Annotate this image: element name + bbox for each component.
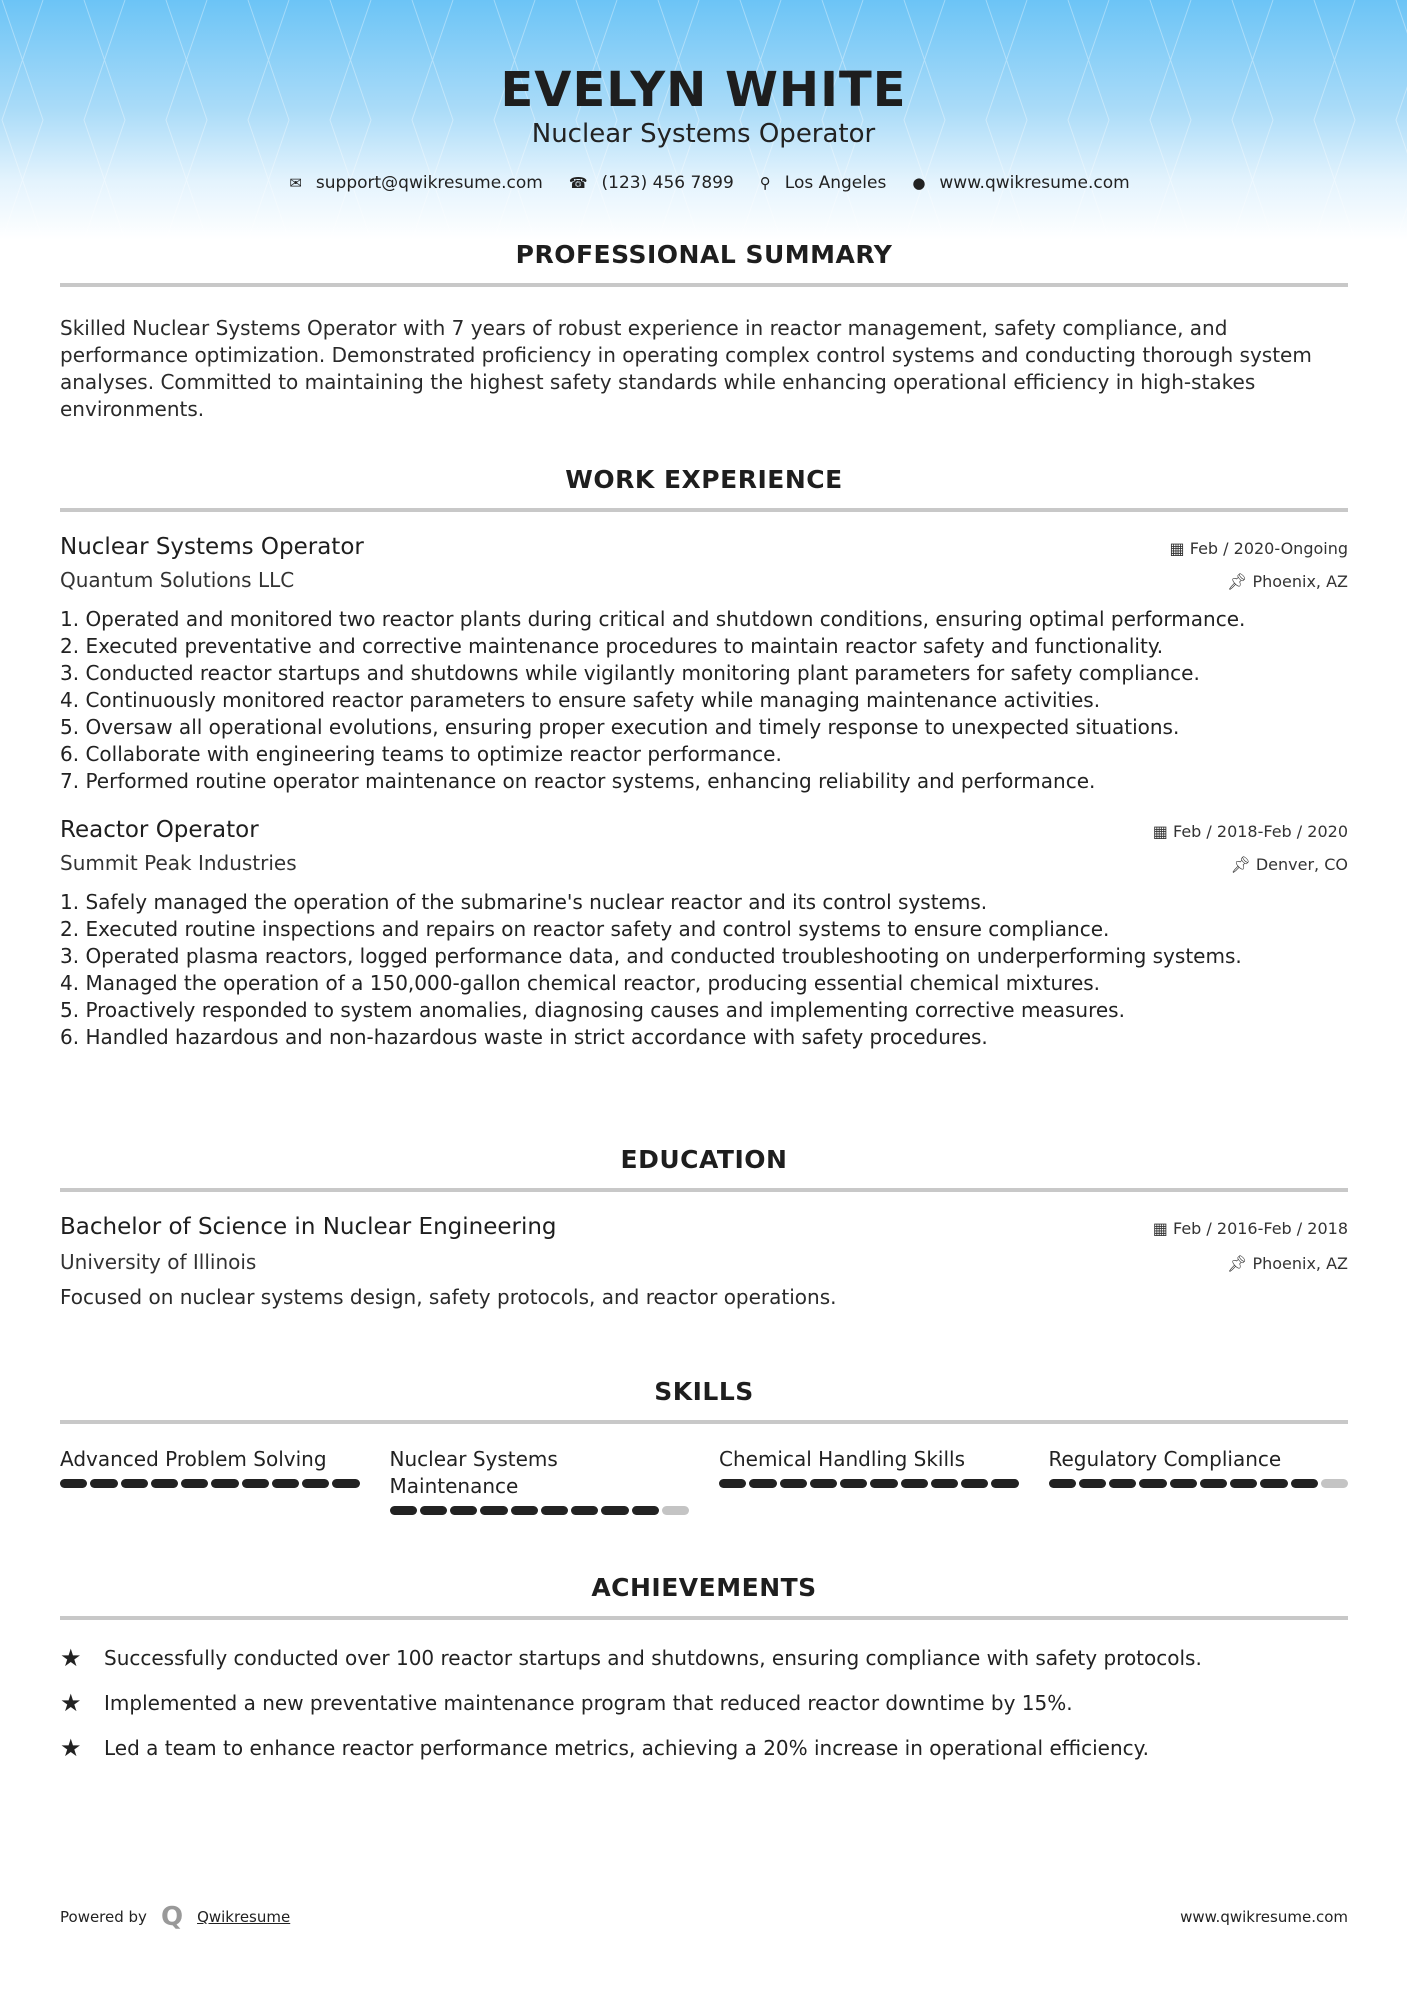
skill-segment: [719, 1479, 746, 1488]
achievements-section: [60, 1573, 1348, 1779]
skill-item: [60, 1446, 360, 1515]
achievement-text: Implemented a new preventative maintenance program that reduced reactor downtime by 15%.: [104, 1691, 1073, 1715]
bullet: 3. Conducted reactor startups and shutdowns while vigilantly monitoring plant parameters for safety compliance.: [60, 661, 1200, 685]
skill-segment: [121, 1479, 148, 1488]
star-icon: ★: [60, 1644, 82, 1672]
bullet: 5. Oversaw all operational evolutions, ensuring proper execution and timely response to unexpected situations.: [60, 715, 1180, 739]
skill-segment: [1109, 1479, 1136, 1488]
skill-segment: [571, 1506, 598, 1515]
calendar-icon: ▦: [1152, 822, 1173, 841]
job-entry: [60, 817, 1348, 1051]
bullet: 4. Continuously monitored reactor parameters to ensure safety while managing maintenance activities.: [60, 688, 1101, 712]
bullet: 5. Proactively responded to system anomalies, diagnosing causes and implementing corrective measures.: [60, 998, 1125, 1022]
bullet: 1. Operated and monitored two reactor plants during critical and shutdown conditions, ensuring optimal performance.: [60, 607, 1246, 631]
skill-segment: [632, 1506, 659, 1515]
divider: [60, 1420, 1348, 1424]
bullet: 6. Collaborate with engineering teams to optimize reactor performance.: [60, 742, 782, 766]
achievement-item: [60, 1644, 1348, 1672]
skill-segment: [1321, 1479, 1348, 1488]
header-banner: [0, 0, 1407, 240]
skill-segment: [242, 1479, 269, 1488]
email[interactable]: support@qwikresume.com: [315, 173, 543, 193]
section-heading: SKILLS: [654, 1377, 754, 1406]
star-icon: ★: [60, 1689, 82, 1717]
qwikresume-logo-icon: Q: [160, 1902, 184, 1932]
dates: Feb / 2018-Feb / 2020: [1173, 822, 1348, 841]
skill-segment: [1139, 1479, 1166, 1488]
skill-name: Advanced Problem Solving: [60, 1447, 327, 1471]
star-icon: ★: [60, 1734, 82, 1762]
skill-item: [390, 1446, 690, 1515]
location: Los Angeles: [784, 173, 887, 193]
skill-segment: [450, 1506, 477, 1515]
skill-segment: [181, 1479, 208, 1488]
section-heading: EDUCATION: [620, 1145, 788, 1174]
education-section: [60, 1145, 1348, 1311]
company: Quantum Solutions LLC: [60, 568, 295, 592]
company: Summit Peak Industries: [60, 851, 297, 875]
skill-segment: [780, 1479, 807, 1488]
skill-item: [719, 1446, 1019, 1515]
skill-segment: [810, 1479, 837, 1488]
skill-segment: [1291, 1479, 1318, 1488]
bullet: 6. Handled hazardous and non-hazardous waste in strict accordance with safety procedures.: [60, 1025, 988, 1049]
skill-level-bar: [1049, 1479, 1349, 1488]
skill-segment: [1200, 1479, 1227, 1488]
bullet: 2. Executed routine inspections and repairs on reactor safety and control systems to ensure compliance.: [60, 917, 1110, 941]
divider: [60, 508, 1348, 512]
skill-segment: [1230, 1479, 1257, 1488]
experience-section: [60, 465, 1348, 1051]
divider: [60, 283, 1348, 287]
skill-segment: [480, 1506, 507, 1515]
skill-name: Regulatory Compliance: [1048, 1447, 1282, 1471]
skill-segment: [1079, 1479, 1106, 1488]
skills-section: [60, 1377, 1348, 1515]
skill-segment: [870, 1479, 897, 1488]
achievement-text: Successfully conducted over 100 reactor startups and shutdowns, ensuring compliance with safety protocols.: [104, 1646, 1202, 1670]
pin-icon: 📌︎: [1227, 1254, 1253, 1273]
skill-segment: [1170, 1479, 1197, 1488]
achievement-item: [60, 1734, 1348, 1762]
skill-segment: [749, 1479, 776, 1488]
achievement-item: [60, 1689, 1348, 1717]
section-heading: ACHIEVEMENTS: [591, 1573, 817, 1602]
skill-segment: [931, 1479, 958, 1488]
skill-level-bar: [390, 1506, 690, 1515]
section-heading: WORK EXPERIENCE: [565, 465, 843, 494]
calendar-icon: ▦: [1152, 1219, 1173, 1238]
school: University of Illinois: [60, 1250, 257, 1274]
envelope-icon: ✉: [289, 174, 302, 192]
candidate-name: EVELYN WHITE: [500, 62, 907, 118]
divider: [60, 1616, 1348, 1620]
education-description: Focused on nuclear systems design, safety protocols, and reactor operations.: [60, 1285, 837, 1309]
location: Denver, CO: [1255, 855, 1348, 874]
skill-segment: [1049, 1479, 1076, 1488]
skill-segment: [90, 1479, 117, 1488]
bullet: 3. Operated plasma reactors, logged performance data, and conducted troubleshooting on underperforming systems.: [60, 944, 1242, 968]
bullet: 2. Executed preventative and corrective maintenance procedures to maintain reactor safety and functionality.: [60, 634, 1164, 658]
location: Phoenix, AZ: [1252, 1254, 1348, 1273]
skill-name: Chemical Handling Skills: [719, 1447, 966, 1471]
bullet: 4. Managed the operation of a 150,000-gallon chemical reactor, producing essential chemical mixtures.: [60, 971, 1101, 995]
dates: Feb / 2016-Feb / 2018: [1173, 1219, 1348, 1238]
skill-segment: [840, 1479, 867, 1488]
location: Phoenix, AZ: [1252, 572, 1348, 591]
bullet: 1. Safely managed the operation of the submarine's nuclear reactor and its control systems.: [60, 890, 988, 914]
section-heading: PROFESSIONAL SUMMARY: [515, 240, 893, 269]
skill-segment: [961, 1479, 988, 1488]
calendar-icon: ▦: [1169, 539, 1190, 558]
contact-bar: [0, 173, 1407, 193]
skill-segment: [541, 1506, 568, 1515]
skill-segment: [662, 1506, 689, 1515]
phone-icon: ☎: [568, 174, 588, 192]
skill-level-bar: [60, 1479, 360, 1488]
skill-segment: [60, 1479, 87, 1488]
pin-icon: 📌︎: [1230, 855, 1256, 874]
skill-segment: [272, 1479, 299, 1488]
candidate-title: Nuclear Systems Operator: [531, 119, 876, 149]
pin-icon: 📌︎: [1227, 572, 1253, 591]
divider: [60, 1188, 1348, 1192]
skill-segment: [1260, 1479, 1287, 1488]
skill-level-bar: [719, 1479, 1019, 1488]
powered-by: Powered by: [60, 1908, 147, 1926]
skill-segment: [511, 1506, 538, 1515]
skill-segment: [420, 1506, 447, 1515]
skill-segment: [390, 1506, 417, 1515]
website[interactable]: www.qwikresume.com: [939, 173, 1130, 193]
skill-segment: [332, 1479, 359, 1488]
degree: Bachelor of Science in Nuclear Engineering: [60, 1214, 557, 1240]
skill-segment: [151, 1479, 178, 1488]
bullet: 7. Performed routine operator maintenance on reactor systems, enhancing reliability and performance.: [60, 769, 1096, 793]
skill-name: Nuclear Systems Maintenance: [389, 1447, 558, 1498]
skill-segment: [302, 1479, 329, 1488]
summary-section: [60, 240, 1348, 423]
summary-text: Skilled Nuclear Systems Operator with 7 years of robust experience in reactor management, safety compliance, and performance optimization. Demonstrated proficiency in operating complex control systems and conducting thorough system analyses. Committed to maintaining the highest safety standards while enhancing operational efficiency in high-stakes environments.: [60, 316, 1312, 421]
dates: Feb / 2020-Ongoing: [1189, 539, 1348, 558]
phone: (123) 456 7899: [601, 173, 734, 193]
footer-website[interactable]: www.qwikresume.com: [1180, 1908, 1348, 1926]
skill-segment: [991, 1479, 1018, 1488]
skill-segment: [601, 1506, 628, 1515]
map-pin-icon: ⚲: [759, 174, 771, 192]
skill-segment: [901, 1479, 928, 1488]
footer: [60, 1902, 1348, 1932]
brand-link[interactable]: Qwikresume: [197, 1908, 291, 1926]
job-title: Reactor Operator: [60, 817, 259, 843]
skill-segment: [211, 1479, 238, 1488]
job-title: Nuclear Systems Operator: [60, 534, 364, 560]
skill-item: [1049, 1446, 1349, 1515]
job-entry: [60, 534, 1348, 795]
globe-icon: ●: [912, 174, 926, 192]
achievement-text: Led a team to enhance reactor performance metrics, achieving a 20% increase in operational efficiency.: [104, 1736, 1149, 1760]
